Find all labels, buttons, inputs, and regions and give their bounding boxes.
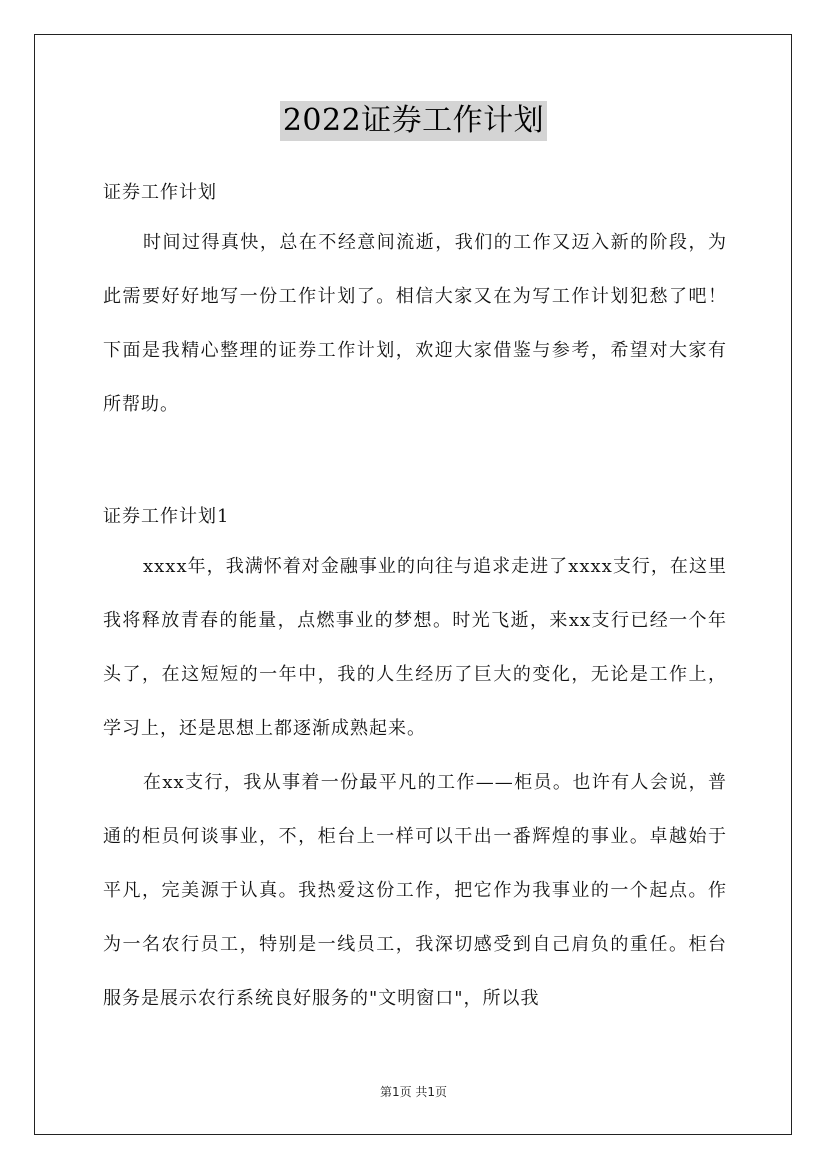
section1-paragraph-1: xxxx年，我满怀着对金融事业的向往与追求走进了xxxx支行，在这里我将释放青春的能量，点燃事业的梦想。时光飞逝，来xx支行已经一个年头了，在这短短的一年中，我的人生经历了巨大的变化，无论是工作上，学习上，还是思想上都逐渐成熟起来。	[103, 556, 727, 739]
page-number: 第1页 共1页	[379, 1085, 448, 1099]
section1-heading: 证券工作计划1	[103, 506, 230, 527]
section-spacer	[103, 432, 727, 494]
page-footer	[0, 1083, 827, 1100]
section1-paragraph-2: 在xx支行，我从事着一份最平凡的工作——柜员。也许有人会说，普通的柜员何谈事业，不，柜台上一样可以干出一番辉煌的事业。卓越始于平凡，完美源于认真。我热爱这份工作，把它作为我事业的一个起点。作为一名农行员工，特别是一线员工，我深切感受到自己肩负的重任。柜台服务是展示农行系统良好服务的"文明窗口"，所以我	[103, 772, 727, 1009]
intro-paragraph: 时间过得真快，总在不经意间流逝，我们的工作又迈入新的阶段，为此需要好好地写一份工作计划了。相信大家又在为写工作计划犯愁了吧！下面是我精心整理的证券工作计划，欢迎大家借鉴与参考，希望对大家有所帮助。	[103, 232, 727, 415]
title-container	[0, 101, 827, 141]
document-title: 2022证券工作计划	[280, 101, 547, 141]
document-body	[103, 170, 727, 1026]
section-heading: 证券工作计划	[103, 182, 217, 203]
